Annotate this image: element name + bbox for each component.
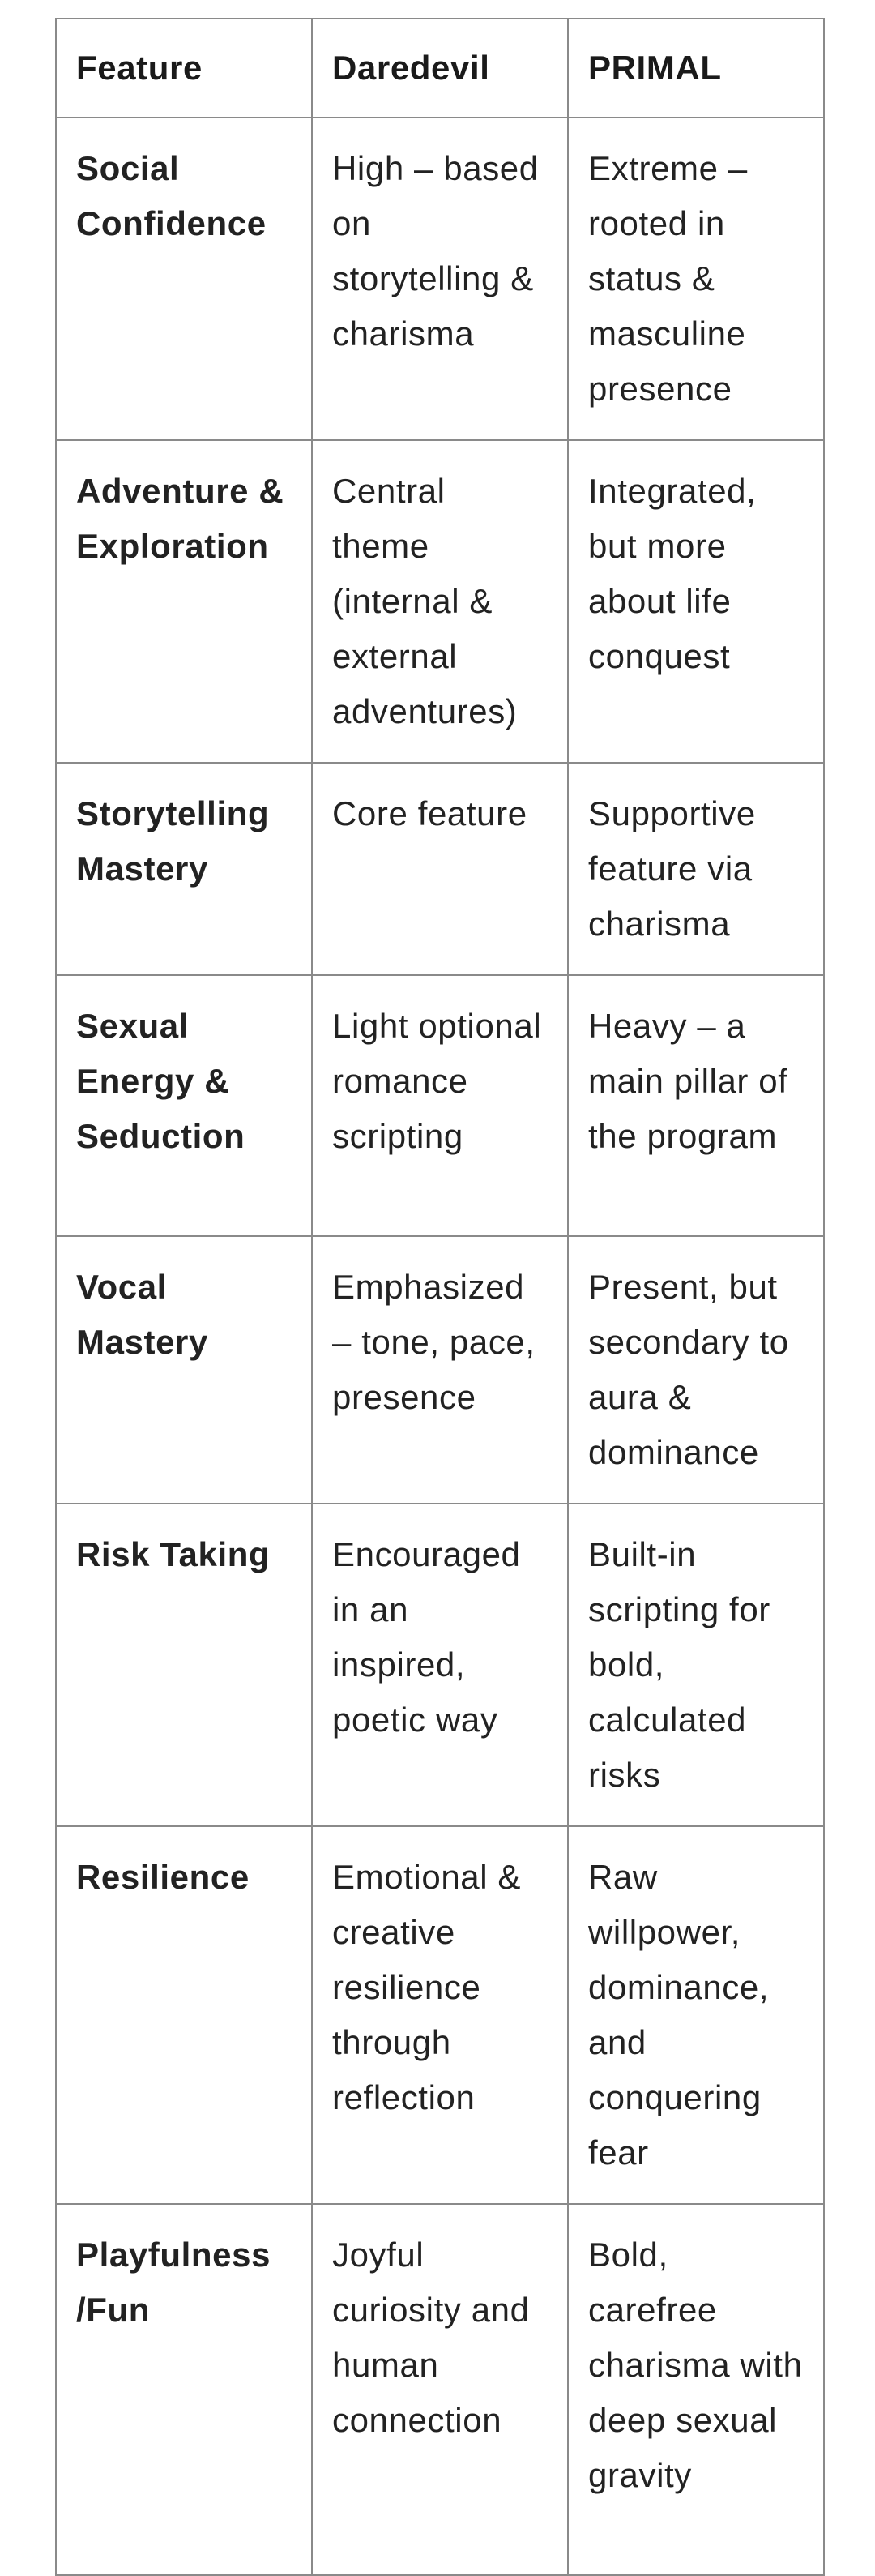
feature-cell: Vocal Mastery <box>56 1236 312 1504</box>
table-row <box>56 763 824 975</box>
table-row <box>56 1826 824 2204</box>
daredevil-cell: Emotional & creative resilience through reflection <box>312 1826 568 2204</box>
daredevil-cell: Joyful curiosity and human connection <box>312 2204 568 2575</box>
table-row <box>56 1504 824 1826</box>
header-feature: Feature <box>56 19 312 118</box>
daredevil-cell: Light optional romance scripting <box>312 975 568 1236</box>
comparison-table <box>55 18 825 2576</box>
table-row <box>56 440 824 763</box>
primal-cell: Bold, carefree charisma with deep sexual gravity <box>568 2204 824 2575</box>
primal-cell: Extreme – rooted in status & masculine presence <box>568 118 824 440</box>
table-row <box>56 2204 824 2575</box>
primal-cell: Integrated, but more about life conquest <box>568 440 824 763</box>
daredevil-cell: Encouraged in an inspired, poetic way <box>312 1504 568 1826</box>
daredevil-cell: Central theme (internal & external adventures) <box>312 440 568 763</box>
primal-cell: Supportive feature via charisma <box>568 763 824 975</box>
table-row <box>56 1236 824 1504</box>
feature-cell: Storytelling Mastery <box>56 763 312 975</box>
table-row <box>56 118 824 440</box>
header-daredevil: Daredevil <box>312 19 568 118</box>
header-row <box>56 19 824 118</box>
primal-cell: Raw willpower, dominance, and conquering fear <box>568 1826 824 2204</box>
primal-cell: Built-in scripting for bold, calculated risks <box>568 1504 824 1826</box>
header-primal: PRIMAL <box>568 19 824 118</box>
table-row <box>56 975 824 1236</box>
table-body <box>56 118 824 2575</box>
primal-cell: Heavy – a main pillar of the program <box>568 975 824 1236</box>
feature-cell: Risk Taking <box>56 1504 312 1826</box>
table-header <box>56 19 824 118</box>
feature-cell: Playfulness /Fun <box>56 2204 312 2575</box>
daredevil-cell: High – based on storytelling & charisma <box>312 118 568 440</box>
primal-cell: Present, but secondary to aura & dominance <box>568 1236 824 1504</box>
daredevil-cell: Emphasized – tone, pace, presence <box>312 1236 568 1504</box>
feature-cell: Resilience <box>56 1826 312 2204</box>
feature-cell: Sexual Energy & Seduction <box>56 975 312 1236</box>
daredevil-cell: Core feature <box>312 763 568 975</box>
feature-cell: Social Confidence <box>56 118 312 440</box>
feature-cell: Adventure & Exploration <box>56 440 312 763</box>
